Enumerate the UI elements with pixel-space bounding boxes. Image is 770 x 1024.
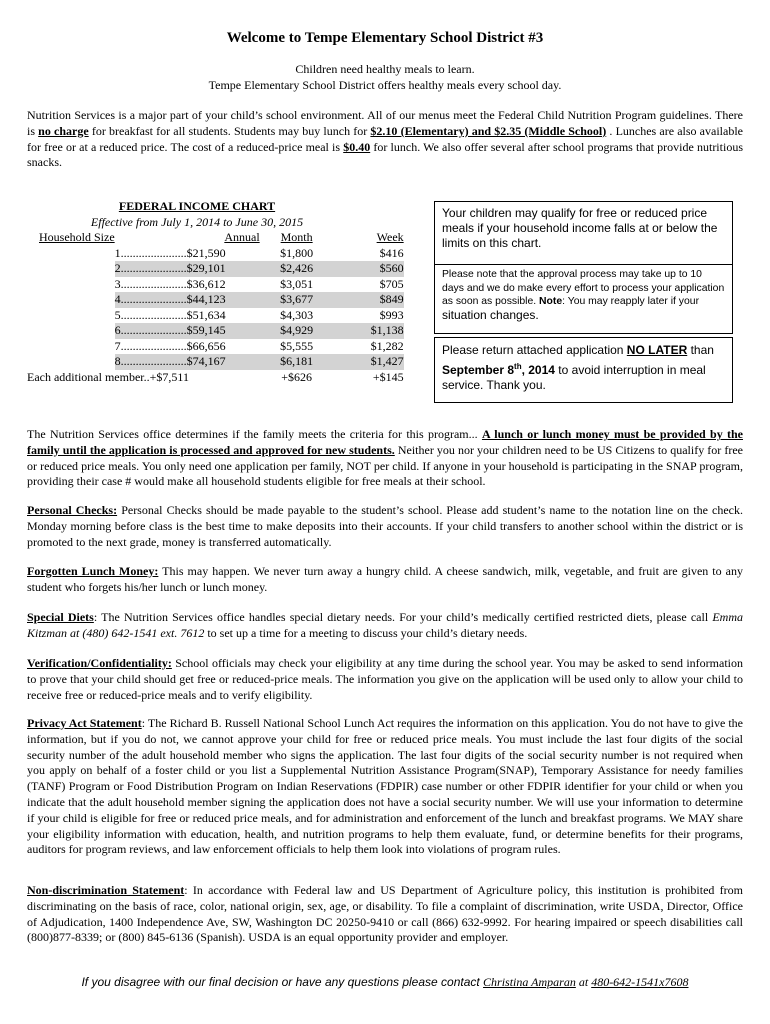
approval-box: Please note that the approval process may take up to 10 days and we do make every effort to process your application as soon as possible. Note: You may reapply later if your situation changes. <box>434 264 733 334</box>
income-chart <box>27 199 407 385</box>
table-cell-week: $1,138 <box>328 323 404 339</box>
income-chart-effective: Effective from July 1, 2014 to June 30, 2015 <box>90 215 304 229</box>
table-row <box>27 323 404 339</box>
table-row <box>27 292 404 308</box>
table-cell-size: 1......................$21,590 <box>114 245 226 260</box>
table-cell-month: +$626 <box>281 369 313 384</box>
income-chart-title: FEDERAL INCOME CHART <box>118 199 276 213</box>
income-table <box>27 230 404 385</box>
table-cell-month: $4,929 <box>266 323 328 339</box>
table-cell-month: $6,181 <box>266 354 328 370</box>
header-line-2: Tempe Elementary School District offers healthy meals every school day. <box>208 78 562 92</box>
footer-contact-name: Christina Amparan <box>483 975 576 989</box>
table-cell-week: $993 <box>379 307 404 322</box>
qualify-box <box>434 201 733 265</box>
forgotten-lunch-paragraph: Forgotten Lunch Money: This may happen. We never turn away a hungry child. A cheese sandwich, milk, vegetable, and fruit are given to any student who forgets his/her lunch or lunch money. <box>27 564 743 594</box>
special-diets-paragraph: Special Diets: The Nutrition Services office handles special dietary needs. For your child’s medically certified restricted diets, please call Emma Kitzman at (480) 642-1541 ext. 7612 to set up a time for a meeting to discuss your child’s dietary needs. <box>27 610 743 640</box>
forgotten-lunch-heading: Forgotten Lunch Money: <box>27 564 159 578</box>
nondiscrimination-heading: Non-discrimination Statement <box>27 883 185 897</box>
col-month: Month <box>280 230 313 245</box>
table-cell-size: 2......................$29,101 <box>115 261 266 277</box>
approval-note: Note <box>539 296 563 307</box>
col-household-size: Household Size <box>39 230 115 245</box>
nondiscrimination-paragraph: Non-discrimination Statement: In accordance with Federal law and US Department of Agriculture policy, this institution is prohibited from discriminating on the basis of race, color, national origin, sex, age, or disability. To file a complaint of discrimination, write USDA, Director, Office of Adjudication, 1400 Independence Ave, SW, Washington DC 20250-9410 or call (866) 632-9992. For hearing impaired or speech disabilities call (800)877-8339; or (800) 845-6136 (Spanish). USDA is an equal opportunity provider and employer. <box>27 883 743 945</box>
personal-checks-heading: Personal Checks: <box>27 503 118 517</box>
privacy-paragraph: Privacy Act Statement: The Richard B. Russell National School Lunch Act requires the information on this application. You do not have to give the information, but if you do not, we cannot approve your child for free or reduced price meals. You must include the last four digits of the social security number of the adult household member who signs the application. The last four digits of the social security number is not required when you apply on behalf of a foster child or you list a Supplemental Nutrition Assistance Program(SNAP), Temporary Assistance for needy families (TANF) Program or Food Distribution Program on Indian Reservations (FDPIR) case number or other FDPIR identifier for your child or when you indicate that the adult household member signing the application does not have a social security number. We will use your information to determine if your child is eligible for free or reduced price meals, and for administration and enforcement of the lunch and breakfast programs. We MAY share your eligibility information with education, health, and nutrition programs to help them evaluate, fund, or determine benefits for their programs, auditors for program reviews, and law enforcement officials to help them look into violations of program rules. <box>27 716 743 857</box>
income-table-header <box>27 230 404 246</box>
table-cell-week: $849 <box>328 292 404 308</box>
lunch-prices: $2.10 (Elementary) and $2.35 (Middle School) <box>370 123 607 138</box>
col-week: Week <box>376 230 404 245</box>
table-cell-week: $560 <box>328 261 404 277</box>
table-cell-size: 5......................$51,634 <box>114 307 226 322</box>
return-deadline: September 8th, 2014 <box>442 361 555 377</box>
table-cell-week: $1,282 <box>370 338 404 353</box>
no-later-text: NO LATER <box>626 343 688 357</box>
table-cell-week: $705 <box>379 276 404 291</box>
diet-contact: Emma Kitzman at (480) 642-1541 ext. 7612 <box>27 610 743 640</box>
table-cell-additional: Each additional member..+$7,511 <box>27 369 189 384</box>
table-cell-month: $2,426 <box>266 261 328 277</box>
return-box: Please return attached application NO LATER than September 8th, 2014 to avoid interruption in meal service. Thank you. <box>434 337 733 403</box>
qualify-text: Your children may qualify for free or reduced price meals if your household income falls at or below the limits on this chart. <box>442 206 718 250</box>
verification-paragraph: Verification/Confidentiality: School officials may check your eligibility at any time during the school year. You may be asked to send information to prove that your child should get free or reduced-price meals. The information you give on the application will be used only to allow your child to receive free or reduced-price meals and to verify eligibility. <box>27 656 743 702</box>
table-row <box>27 277 404 293</box>
personal-checks-paragraph: Personal Checks: Personal Checks should be made payable to the student’s school. Please add student’s name to the notation line on the check. Monday morning before class is the best time to make deposits into their accounts. If your child transfers to another school within the district or is promoted to the next grade, money is transferred automatically. <box>27 503 743 549</box>
table-cell-month: $3,677 <box>266 292 328 308</box>
privacy-heading: Privacy Act Statement <box>27 716 142 730</box>
table-cell-month: $1,800 <box>280 245 314 260</box>
verification-heading: Verification/Confidentiality: <box>27 656 172 670</box>
page-title: Welcome to Tempe Elementary School District #3 <box>226 30 544 46</box>
col-annual: Annual <box>224 230 260 245</box>
table-cell-week: $1,427 <box>328 354 404 370</box>
table-row <box>27 246 404 262</box>
table-row <box>27 308 404 324</box>
table-cell-size: 3......................$36,612 <box>114 276 226 291</box>
table-cell-size: 7......................$66,656 <box>114 338 226 353</box>
table-cell-week: $416 <box>379 245 404 260</box>
criteria-paragraph: The Nutrition Services office determines if the family meets the criteria for this program... A lunch or lunch money must be provided by the family until the application is processed and approved for new students. Neither you nor your children need to be US Citizens to qualify for free or reduced price meals. You only need one application per family, NOT per child. If anyone in your household is participating in the SNAP program, providing their case # would make all household students eligible for free meals at their school. <box>27 427 743 489</box>
footer-contact: If you disagree with our final decision or have any questions please contact Christina Amparan at 480-642-1541x7608 <box>81 975 689 989</box>
special-diets-heading: Special Diets <box>27 610 94 624</box>
table-cell-size: 8......................$74,167 <box>115 354 266 370</box>
lunch-money-notice: A lunch or lunch money must be provided by the family until the application is processed and approved for new students. <box>27 427 743 457</box>
table-cell-week: +$145 <box>372 369 404 384</box>
intro-paragraph: Nutrition Services is a major part of your child’s school environment. All of our menus meet the Federal Child Nutrition Program guidelines. There is no charge for breakfast for all students. Students may buy lunch for $2.10 (Elementary) and $2.35 (Middle School) . Lunches are also available for free or at a reduced price. The cost of a reduced-price meal is $0.40 for lunch. We also offer several after school programs that provide nutritious snacks. <box>27 108 743 170</box>
no-charge-text: no charge <box>38 123 89 138</box>
table-row <box>27 261 404 277</box>
table-cell-month: $4,303 <box>280 307 314 322</box>
table-row-additional <box>27 370 404 386</box>
header-line-1: Children need healthy meals to learn. <box>295 62 475 76</box>
table-cell-month: $3,051 <box>280 276 314 291</box>
table-cell-size: 6......................$59,145 <box>115 323 266 339</box>
footer-phone: 480-642-1541x7608 <box>591 975 689 989</box>
table-row <box>27 339 404 355</box>
table-row <box>27 354 404 370</box>
reduced-price: $0.40 <box>343 139 371 154</box>
table-cell-size: 4......................$44,123 <box>115 292 266 308</box>
table-cell-month: $5,555 <box>280 338 314 353</box>
